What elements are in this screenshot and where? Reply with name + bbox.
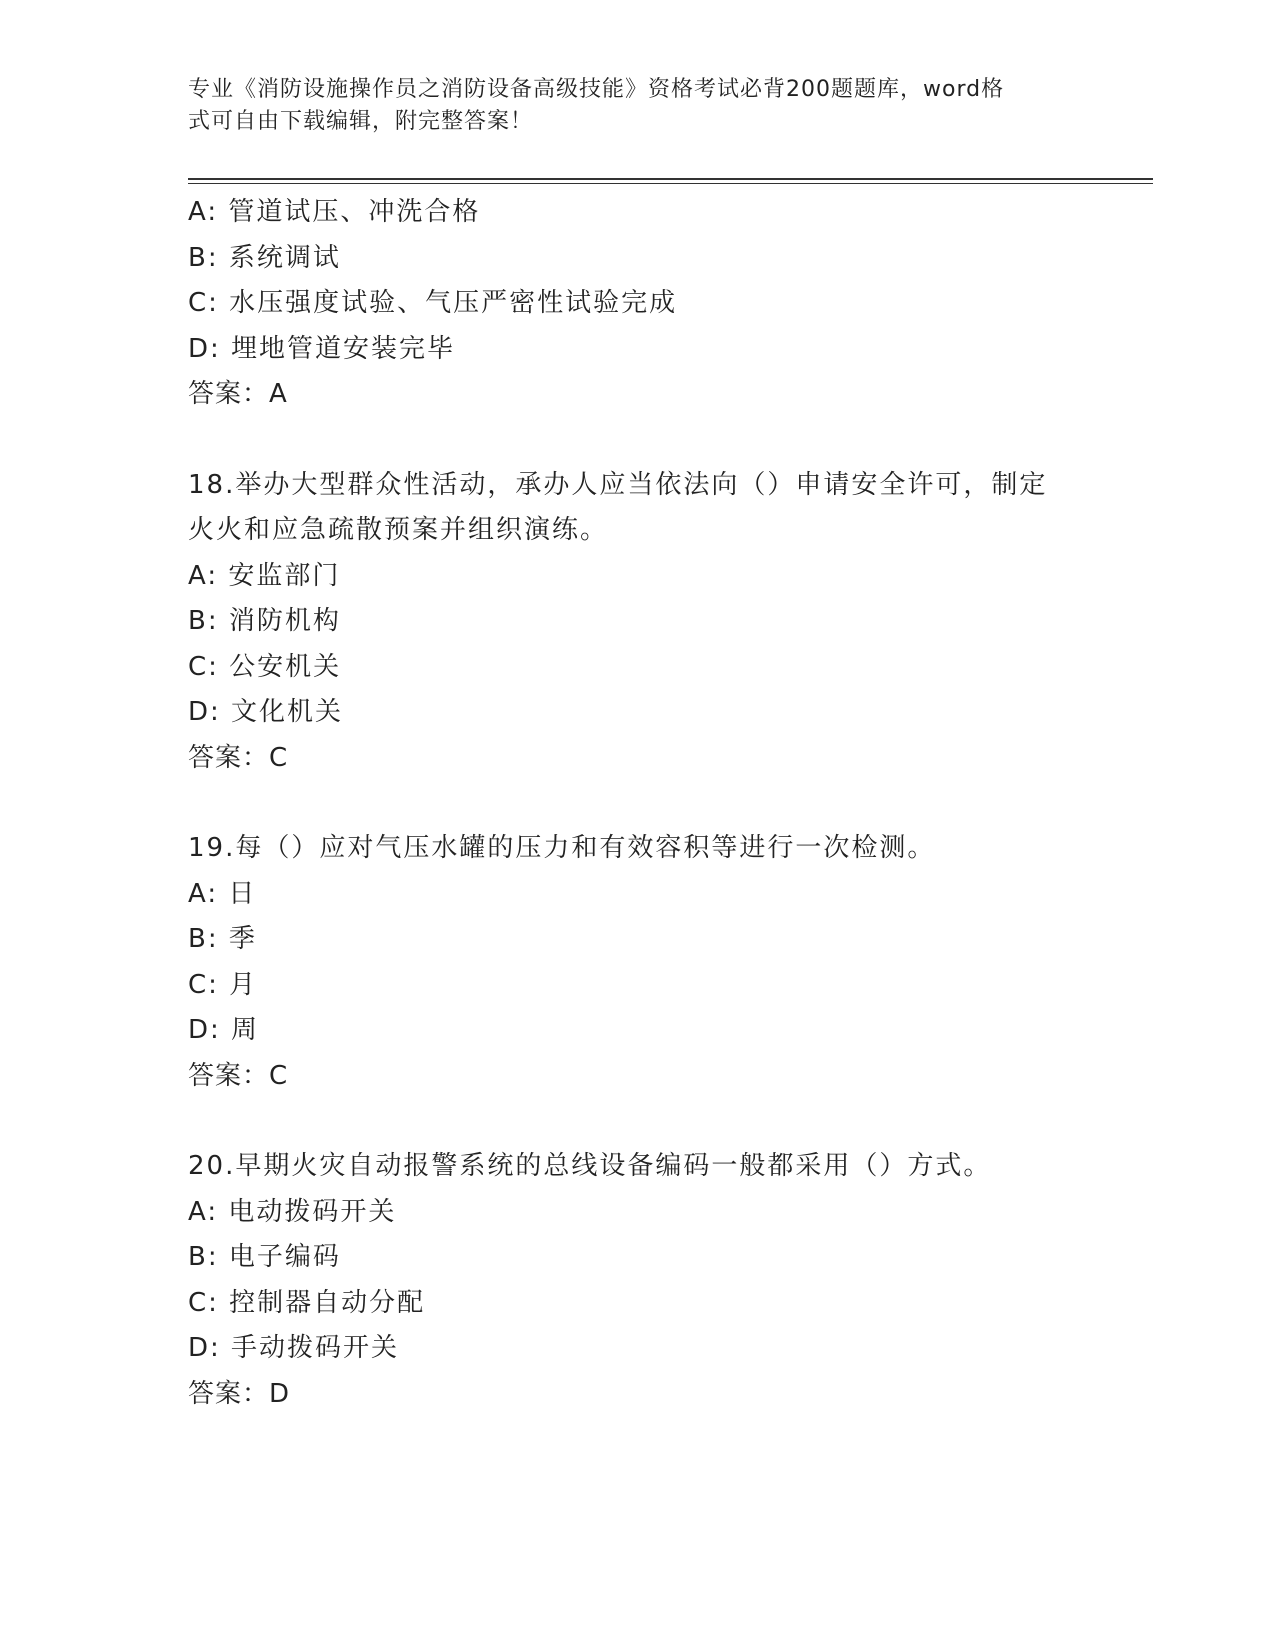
question-list [188, 190, 1088, 1417]
option-b: B: 季 [188, 924, 257, 954]
option-c: C: 公安机关 [188, 651, 342, 682]
option-a: A: 安监部门 [188, 560, 341, 591]
option-a: A: 日 [188, 878, 257, 909]
option-c: C: 水压强度试验、气压严密性试验完成 [188, 288, 678, 318]
answer: 答案：C [188, 742, 289, 773]
header-line-1: 专业《消防设施操作员之消防设备高级技能》资格考试必背200题题库，word格 [188, 77, 1005, 102]
question-stem-continued: 火火和应急疏散预案并组织演练。 [188, 515, 609, 545]
question-20 [188, 1144, 1088, 1417]
question-stem: 20.早期火灾自动报警系统的总线设备编码一般都采用（）方式。 [188, 1151, 992, 1181]
option-a: A: 管道试压、冲洗合格 [188, 197, 481, 227]
option-b: B: 电子编码 [188, 1242, 341, 1272]
option-b: B: 消防机构 [188, 606, 341, 636]
header-line-2: 式可自由下载编辑，附完整答案！ [188, 109, 534, 134]
answer: 答案：D [188, 1378, 291, 1409]
answer: 答案：A [188, 379, 288, 409]
option-d: D: 埋地管道安装完毕 [188, 333, 456, 364]
document-header [188, 74, 1088, 138]
question-stem: 19.每（）应对气压水罐的压力和有效容积等进行一次检测。 [188, 833, 936, 863]
option-b: B: 系统调试 [188, 242, 341, 273]
header-divider-thick [188, 178, 1153, 180]
question-19 [188, 826, 1088, 1099]
option-d: D: 手动拨码开关 [188, 1333, 400, 1363]
header-divider-thin [188, 183, 1153, 184]
option-d: D: 周 [188, 1015, 260, 1045]
option-c: C: 控制器自动分配 [188, 1287, 426, 1318]
option-a: A: 电动拨码开关 [188, 1196, 397, 1227]
answer: 答案：C [188, 1060, 289, 1091]
question-stem: 18.举办大型群众性活动，承办人应当依法向（）申请安全许可，制定 [188, 469, 1048, 500]
question-18 [188, 463, 1088, 782]
option-c: C: 月 [188, 969, 258, 1000]
option-d: D: 文化机关 [188, 697, 344, 727]
question-17-continued [188, 190, 1088, 418]
